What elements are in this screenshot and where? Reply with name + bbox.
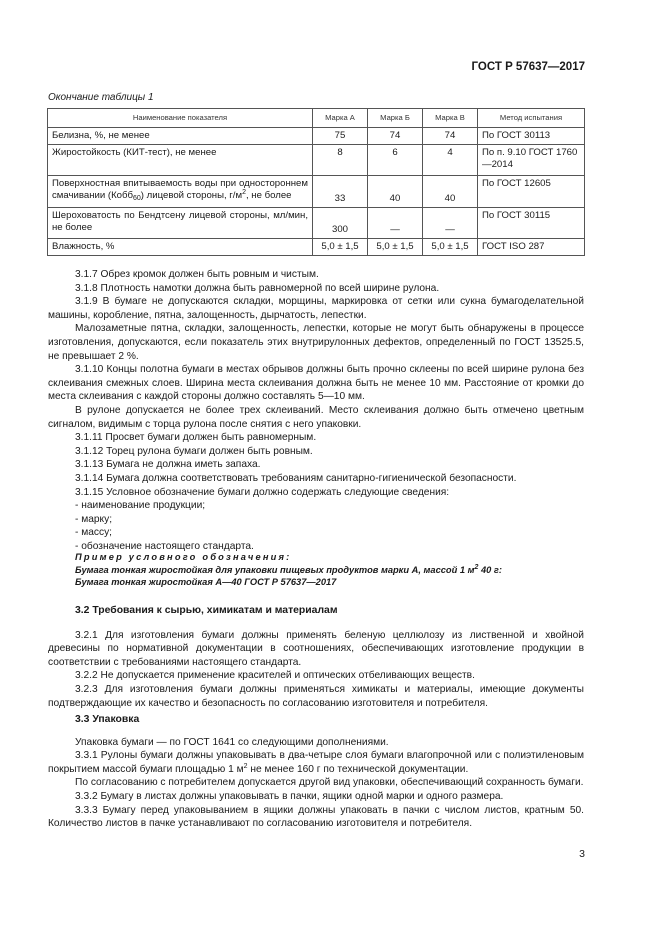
paragraph-3-3-3: 3.3.3 Бумагу перед упаковыванием в ящики должны упаковать в пачки с числом листов, кратным 50. Количество листов в пачке устанавливают по согласованию изготовителя и потребителя. bbox=[48, 804, 584, 830]
column-header: Марка В bbox=[423, 109, 478, 128]
example-block bbox=[48, 551, 584, 589]
cell-c: 4 bbox=[423, 145, 478, 176]
paragraph-3-3-1-note: По согласованию с потребителем допускается другой вид упаковки, обеспечивающий сохранность бумаги. bbox=[75, 777, 584, 789]
cell-method: По ГОСТ 12605 bbox=[478, 176, 585, 208]
section-3-1-continued bbox=[48, 268, 584, 553]
page-number: 3 bbox=[579, 848, 585, 860]
column-header: Марка Б bbox=[368, 109, 423, 128]
paragraph-3-3-1 bbox=[48, 749, 584, 776]
paragraph-3-1-12: 3.1.12 Торец рулона бумаги должен быть ровным. bbox=[75, 445, 313, 457]
cell-method: По ГОСТ 30113 bbox=[478, 128, 585, 145]
cell-name-subscript: 60 bbox=[133, 195, 141, 202]
section-heading-3-2: 3.2 Требования к сырью, химикатам и материалам bbox=[75, 605, 338, 616]
cell-name bbox=[48, 176, 313, 208]
paragraph-3-2-2: 3.2.2 Не допускается применение красителей и оптических отбеливающих веществ. bbox=[75, 670, 475, 682]
list-item: - наименование продукции; bbox=[75, 500, 206, 512]
list-item: - марку; bbox=[75, 513, 113, 525]
example-line-text: Бумага тонкая жиростойкая для упаковки пищевых продуктов марки А, массой 1 м bbox=[75, 564, 475, 575]
cell-name-text: , не более bbox=[245, 190, 292, 201]
cell-b: — bbox=[368, 208, 423, 239]
column-header: Наименование показателя bbox=[48, 109, 313, 128]
paragraph-3-1-11: 3.1.11 Просвет бумаги должен быть равномерным. bbox=[75, 432, 317, 444]
paragraph-superscript: 2 bbox=[243, 762, 248, 770]
paragraph-3-1-14: 3.1.14 Бумага должна соответствовать требованиям санитарно-гигиенической безопасности. bbox=[75, 472, 517, 484]
table-row bbox=[48, 176, 585, 208]
cell-name-superscript: 2 bbox=[242, 189, 246, 196]
cell-name: Влажность, % bbox=[48, 239, 313, 256]
example-line bbox=[75, 564, 584, 577]
cell-name: Жиростойкость (КИТ-тест), не менее bbox=[48, 145, 313, 176]
paragraph-text: не менее 160 г по технической документации. bbox=[247, 763, 469, 775]
paragraph-3-1-9: 3.1.9 В бумаге не допускаются складки, морщины, маркировка от сетки или сукна бумагоделательной машины, коробление, пятна, залощенность, дырчатость, лепестки. bbox=[48, 296, 584, 321]
paragraph-3-1-15: 3.1.15 Условное обозначение бумаги должно содержать следующие сведения: bbox=[75, 486, 450, 498]
cell-a: 33 bbox=[313, 176, 368, 208]
cell-b: 40 bbox=[368, 176, 423, 208]
table-caption: Окончание таблицы 1 bbox=[48, 92, 154, 103]
example-line-text: 40 г: bbox=[478, 564, 502, 575]
paragraph-3-2-3: 3.2.3 Для изготовления бумаги должны применяться химикаты и материалы, имеющие документы подтверждающие их качество и безопасность по согласованию изготовителя и потребителя. bbox=[48, 683, 584, 709]
cell-name: Белизна, %, не менее bbox=[48, 128, 313, 145]
cell-a: 8 bbox=[313, 145, 368, 176]
cell-method: По ГОСТ 30115 bbox=[478, 208, 585, 239]
section-3-2 bbox=[48, 604, 584, 710]
list-item: - обозначение настоящего стандарта. bbox=[75, 540, 254, 552]
section-heading-3-3: 3.3 Упаковка bbox=[75, 714, 140, 725]
paragraph-3-3-2: 3.3.2 Бумагу в листах должны упаковывать в пачки, ящики одной марки и одного размера. bbox=[75, 790, 504, 802]
table-row bbox=[48, 208, 585, 239]
properties-table bbox=[47, 108, 585, 256]
table-row bbox=[48, 128, 585, 145]
cell-name-text: ) лицевой стороны, г/м bbox=[140, 190, 243, 201]
example-superscript: 2 bbox=[474, 563, 479, 571]
cell-a: 5,0 ± 1,5 bbox=[313, 239, 368, 256]
column-header: Метод испытания bbox=[478, 109, 585, 128]
paragraph-3-3: Упаковка бумаги — по ГОСТ 1641 со следующими дополнениями. bbox=[75, 736, 389, 748]
cell-method: ГОСТ ISO 287 bbox=[478, 239, 585, 256]
section-3-3 bbox=[48, 713, 584, 831]
example-line: Бумага тонкая жиростойкая А—40 ГОСТ Р 57637—2017 bbox=[75, 577, 337, 587]
paragraph-text: 3.3.1 Рулоны бумаги должны упаковывать в два-четыре слоя бумаги влагопрочной или с полиэтиленовым покрытием массой бумаги площадью 1 м bbox=[48, 750, 584, 775]
cell-method: По п. 9.10 ГОСТ 1760—2014 bbox=[478, 145, 585, 176]
cell-c: 40 bbox=[423, 176, 478, 208]
column-header: Марка А bbox=[313, 109, 368, 128]
cell-b: 6 bbox=[368, 145, 423, 176]
cell-c: — bbox=[423, 208, 478, 239]
paragraph-3-1-10-note: В рулоне допускается не более трех склеиваний. Место склеивания должно быть отмечено цветным сигналом, видимым с торца рулона после снятия с него упаковки. bbox=[48, 404, 584, 430]
paragraph-3-1-8: 3.1.8 Плотность намотки должна быть равномерной по всей ширине рулона. bbox=[75, 282, 440, 294]
list-item: - массу; bbox=[75, 527, 113, 539]
cell-name: Шероховатость по Бендтсену лицевой стороны, мл/мин, не более bbox=[48, 208, 313, 239]
document-header: ГОСТ Р 57637—2017 bbox=[471, 61, 585, 73]
paragraph-3-2-1: 3.2.1 Для изготовления бумаги должны применять беленую целлюлозу из лиственной и хвойной древесины по нормативной документации в соотношениях, обеспечивающих изготовление продукции в соответствии с требованиями настоящего стандарта. bbox=[48, 629, 584, 668]
paragraph-3-1-9-note: Малозаметные пятна, складки, залощенность, лепестки, которые не могут быть обнаружены в процессе изготовления, допускаются, если показатель этих внутрирулонных дефектов, определенный по ГОСТ 13525.5, не превышает 2 %. bbox=[48, 323, 584, 362]
cell-a: 300 bbox=[313, 208, 368, 239]
cell-b: 74 bbox=[368, 128, 423, 145]
cell-c: 74 bbox=[423, 128, 478, 145]
paragraph-3-1-10: 3.1.10 Концы полотна бумаги в местах обрывов должны быть прочно склеены по всей ширине рулона без склеивания смежных слоев. Ширина места склеивания должна быть не менее 10 мм. Расстояние от кромки до места склеивания с каждой стороны должно составлять 5—10 мм. bbox=[48, 364, 584, 403]
table-row bbox=[48, 145, 585, 176]
cell-a: 75 bbox=[313, 128, 368, 145]
cell-b: 5,0 ± 1,5 bbox=[368, 239, 423, 256]
table-row bbox=[48, 239, 585, 256]
paragraph-3-1-13: 3.1.13 Бумага не должна иметь запаха. bbox=[75, 459, 261, 471]
cell-c: 5,0 ± 1,5 bbox=[423, 239, 478, 256]
cell-name-text: Поверхностная впитываемость воды при одностороннем смачивании (Кобб bbox=[52, 178, 308, 201]
example-title: Пример условного обозначения: bbox=[75, 552, 292, 562]
table-header-row bbox=[48, 109, 585, 128]
paragraph-3-1-7: 3.1.7 Обрез кромок должен быть ровным и чистым. bbox=[75, 269, 319, 280]
